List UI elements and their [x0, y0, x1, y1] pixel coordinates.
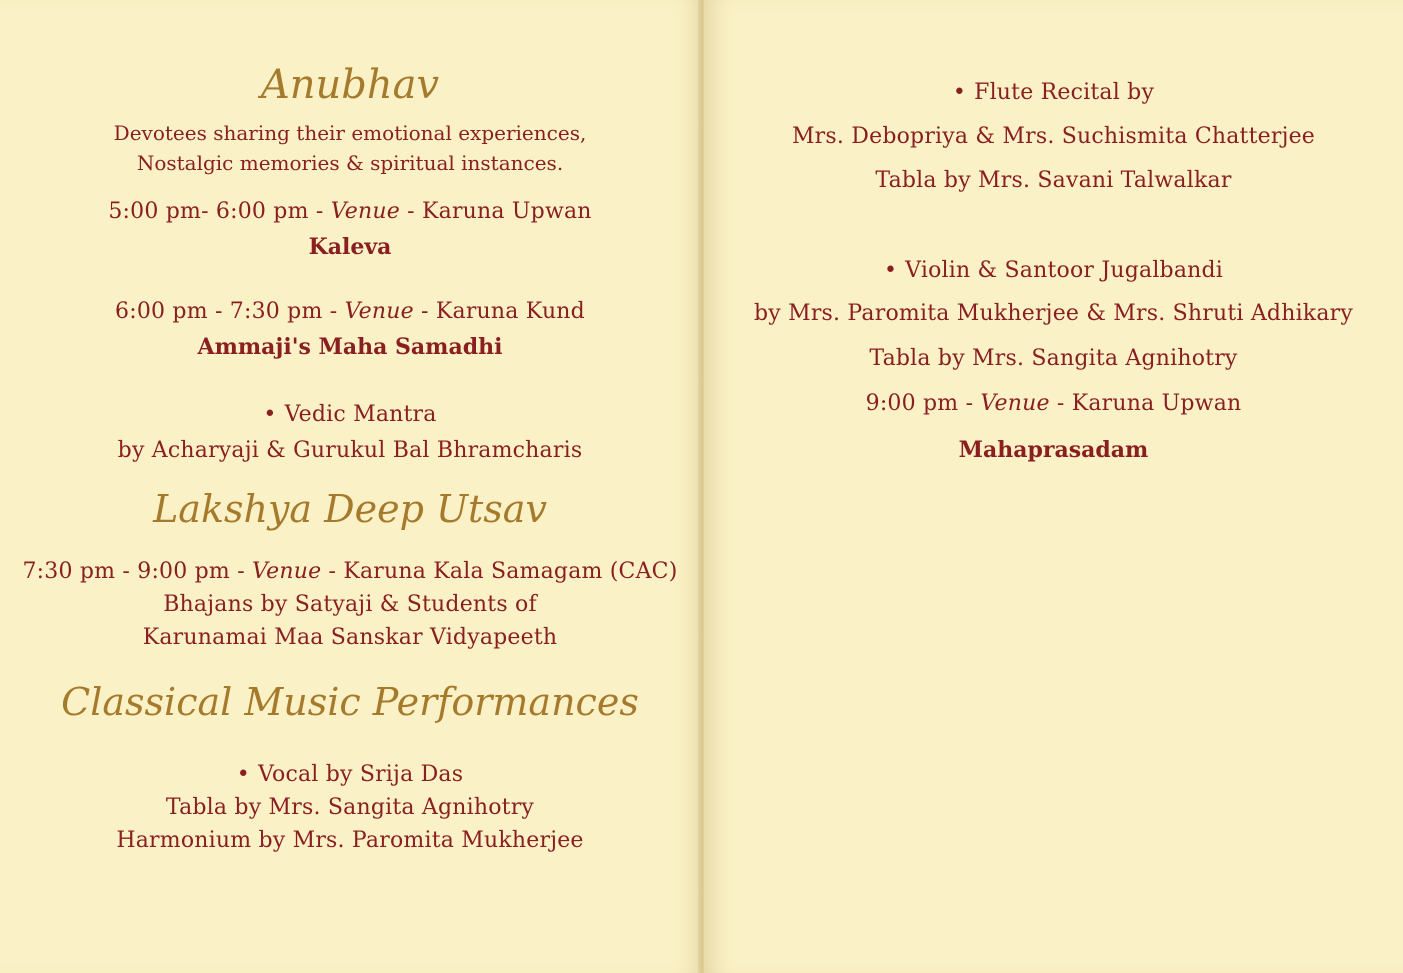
- slot1-time: 5:00 pm- 6:00 pm: [108, 199, 309, 224]
- violin-santoor: Violin & Santoor Jugalbandi: [905, 258, 1224, 283]
- bullet-icon: •: [883, 258, 898, 283]
- anubhav-heading: Anubhav: [260, 62, 440, 108]
- right-sep1: -: [965, 391, 974, 416]
- flute-recital: Flute Recital by: [974, 80, 1155, 105]
- lakshya-venue-label: Venue: [252, 559, 322, 584]
- lakshya-line2: Bhajans by Satyaji & Students of: [163, 592, 537, 617]
- flute-performers: Mrs. Debopriya & Mrs. Suchismita Chatterjee: [791, 124, 1316, 149]
- slot2-sep2: -: [421, 299, 429, 324]
- right-page: [704, 0, 1403, 973]
- bullet-icon: •: [263, 402, 277, 427]
- flute-tabla: Tabla by Mrs. Savani Talwalkar: [875, 168, 1232, 193]
- anubhav-desc-line2: Nostalgic memories & spiritual instances.: [136, 151, 564, 175]
- violin-performers: by Mrs. Paromita Mukherjee & Mrs. Shruti Adhikary: [753, 301, 1353, 326]
- vedic-mantra-by: by Acharyaji & Gurukul Bal Bhramcharis: [117, 438, 583, 463]
- lakshya-schedule: [0, 559, 700, 584]
- slot2-title: Ammaji's Maha Samadhi: [197, 334, 503, 360]
- anubhav-slot2-schedule: [0, 299, 700, 324]
- flute-line: [704, 80, 1403, 105]
- right-venue-label: Venue: [980, 391, 1050, 416]
- lakshya-time: 7:30 pm - 9:00 pm: [22, 559, 230, 584]
- vocal-performer: Vocal by Srija Das: [257, 762, 464, 787]
- mahaprasadam-title: Mahaprasadam: [958, 437, 1149, 463]
- anubhav-desc-line1: Devotees sharing their emotional experiences,: [113, 121, 587, 145]
- anubhav-slot1-schedule: [0, 199, 700, 224]
- vocal-harmonium: Harmonium by Mrs. Paromita Mukherjee: [116, 828, 584, 853]
- right-place: Karuna Upwan: [1071, 391, 1242, 416]
- violin-tabla: Tabla by Mrs. Sangita Agnihotry: [869, 346, 1238, 371]
- right-time: 9:00 pm: [865, 391, 959, 416]
- slot2-place: Karuna Kund: [435, 299, 585, 324]
- vedic-mantra: Vedic Mantra: [284, 402, 437, 427]
- slot2-venue-label: Venue: [344, 299, 414, 324]
- lakshya-place: Karuna Kala Samagam (CAC): [343, 559, 678, 584]
- slot1-title: Kaleva: [308, 234, 392, 260]
- slot2-time: 6:00 pm - 7:30 pm: [115, 299, 323, 324]
- slot1-place: Karuna Upwan: [422, 199, 592, 224]
- vedic-mantra-line: [0, 402, 700, 427]
- classical-heading: Classical Music Performances: [61, 680, 639, 724]
- vocal-line: [0, 762, 700, 787]
- violin-line: [704, 258, 1403, 283]
- lakshya-line3: Karunamai Maa Sanskar Vidyapeeth: [142, 625, 558, 650]
- left-page: [0, 0, 700, 973]
- lakshya-heading: Lakshya Deep Utsav: [153, 487, 547, 531]
- lakshya-sep1: -: [237, 559, 245, 584]
- slot1-sep1: -: [315, 199, 324, 224]
- slot1-venue-label: Venue: [330, 199, 400, 224]
- slot2-sep1: -: [329, 299, 338, 324]
- right-sep2: -: [1056, 391, 1065, 416]
- slot1-sep2: -: [407, 199, 415, 224]
- right-schedule: [704, 391, 1403, 416]
- lakshya-sep2: -: [328, 559, 337, 584]
- vocal-tabla: Tabla by Mrs. Sangita Agnihotry: [165, 795, 535, 820]
- bullet-icon: •: [952, 80, 967, 105]
- bullet-icon: •: [236, 762, 250, 787]
